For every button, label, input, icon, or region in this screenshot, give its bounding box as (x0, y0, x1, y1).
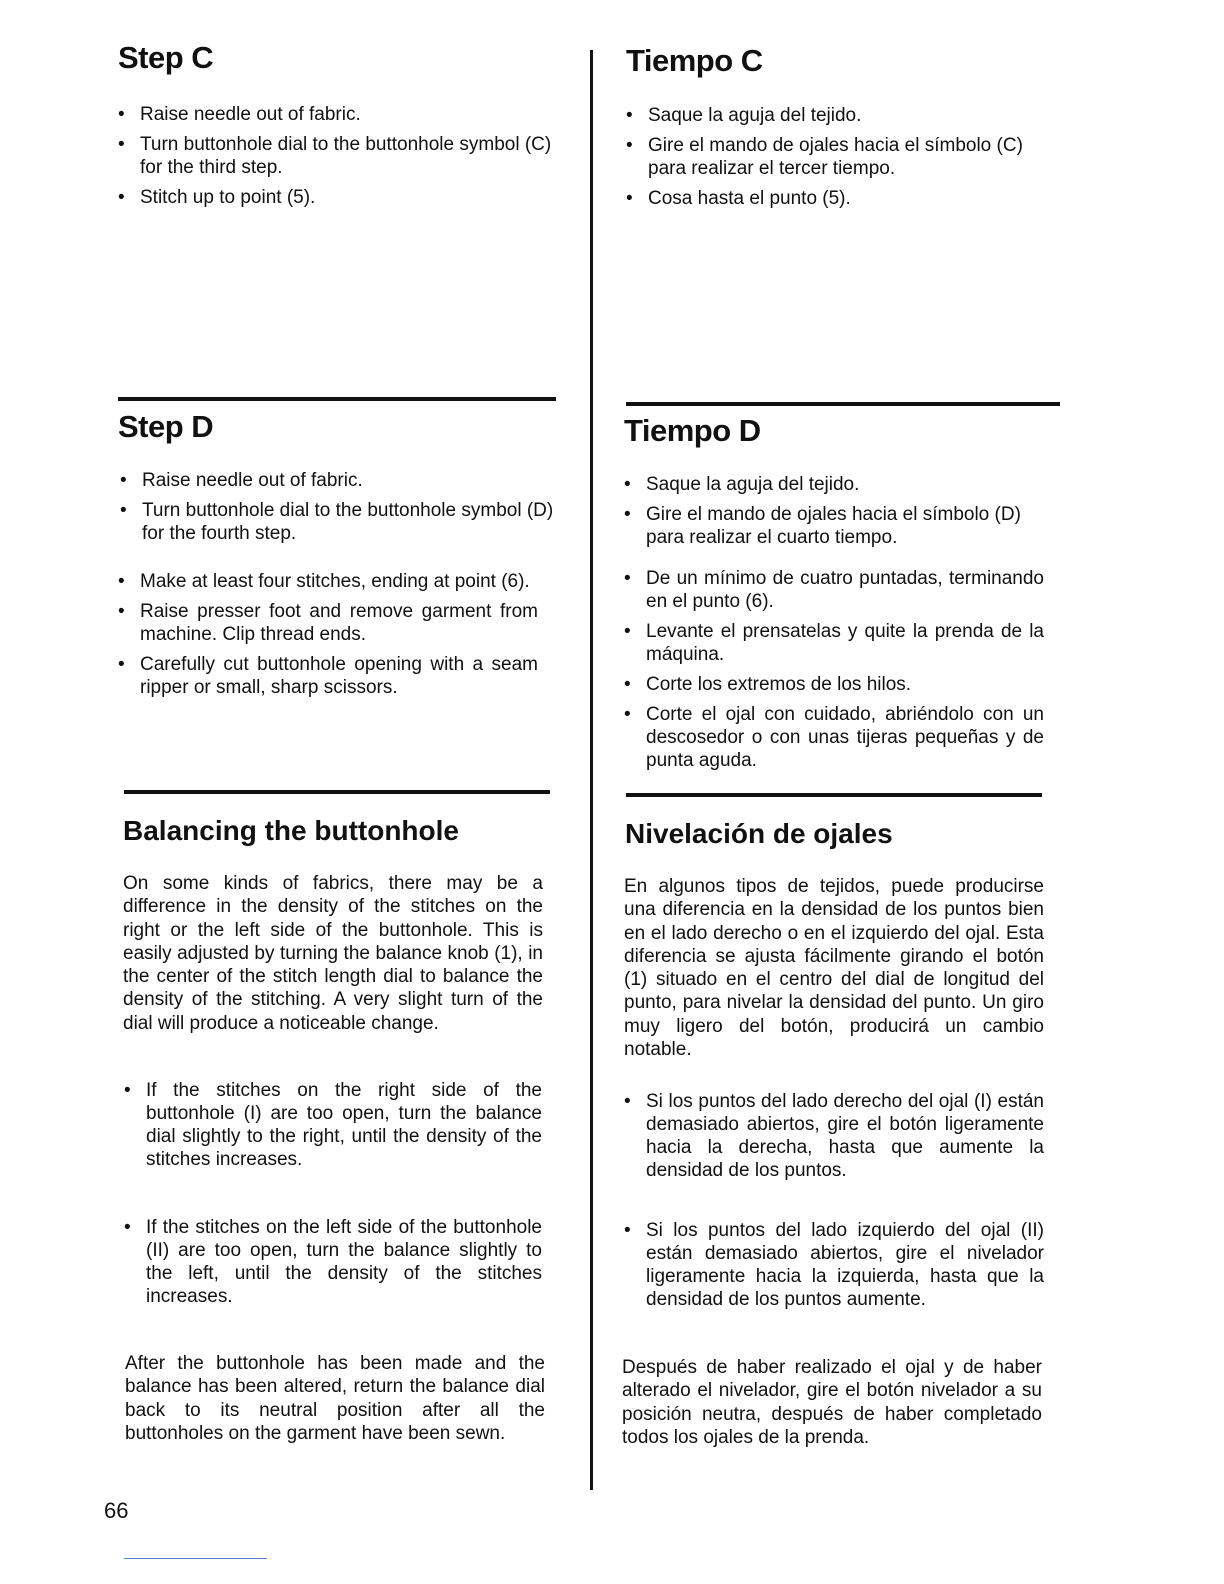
step-d-list-b (118, 570, 538, 706)
list-item: • Turn buttonhole dial to the buttonhole symbol (D) for the fourth step. (120, 499, 560, 545)
list-item: • Levante el prensatelas y quite la prenda de la máquina. (624, 620, 1044, 666)
list-item: • Corte los extremos de los hilos. (624, 673, 1044, 696)
tiempo-d-list-b (624, 567, 1044, 779)
balancing-left-list (124, 1216, 542, 1315)
step-d-list-a (120, 469, 560, 552)
nivelacion-right-list (624, 1090, 1044, 1189)
step-c-heading: Step C (118, 40, 214, 75)
list-item: • Carefully cut buttonhole opening with a seam ripper or small, sharp scissors. (118, 653, 538, 699)
balancing-intro: On some kinds of fabrics, there may be a difference in the density of the stitches on the right or the left side of the buttonhole. This is easily adjusted by turning the balance knob (1), in the center of the stitch length dial to balance the density of the stitching. A very slight turn of the dial will produce a noticeable change. (123, 873, 543, 1034)
balancing-right-list (124, 1079, 542, 1178)
list-item: • De un mínimo de cuatro puntadas, terminando en el punto (6). (624, 567, 1044, 613)
section-rule (626, 793, 1042, 797)
list-item: • Si los puntos del lado derecho del ojal (I) están demasiado abiertos, gire el botón ligeramente hacia la derecha, hasta que aumente la densidad de los puntos. (624, 1090, 1044, 1182)
section-rule (118, 397, 556, 401)
section-rule (124, 790, 550, 794)
tiempo-c-list (626, 104, 1056, 217)
footer-rule (124, 1558, 267, 1559)
list-item: • Gire el mando de ojales hacia el símbolo (D) para realizar el cuarto tiempo. (624, 503, 1052, 549)
list-item: • Turn buttonhole dial to the buttonhole symbol (C) for the third step. (118, 133, 558, 179)
step-d-heading: Step D (118, 409, 214, 444)
section-rule (626, 402, 1060, 406)
list-item: • Cosa hasta el punto (5). (626, 187, 1056, 210)
nivelacion-left-list (624, 1219, 1044, 1318)
step-c-list (118, 103, 558, 216)
tiempo-c-heading: Tiempo C (626, 43, 763, 78)
nivelacion-outro: Después de haber realizado el ojal y de haber alterado el nivelador, gire el botón nivelador a su posición neutra, después de haber completado todos los ojales de la prenda. (622, 1357, 1042, 1448)
tiempo-d-list-a (624, 473, 1052, 556)
list-item: • Si los puntos del lado izquierdo del ojal (II) están demasiado abiertos, gire el nivelador ligeramente hacia la izquierda, hasta que la densidad de los puntos aumente. (624, 1219, 1044, 1311)
list-item: • Gire el mando de ojales hacia el símbolo (C) para realizar el tercer tiempo. (626, 134, 1056, 180)
list-item: • Stitch up to point (5). (118, 186, 558, 209)
list-item: • Saque la aguja del tejido. (624, 473, 1052, 496)
balancing-outro: After the buttonhole has been made and the balance has been altered, return the balance dial back to its neutral position after all the buttonholes on the garment have been sewn. (125, 1353, 545, 1444)
tiempo-d-heading: Tiempo D (624, 413, 761, 448)
list-item: • Make at least four stitches, ending at point (6). (118, 570, 538, 593)
balancing-heading: Balancing the buttonhole (123, 815, 459, 846)
column-divider (590, 50, 593, 1490)
list-item: • Raise needle out of fabric. (118, 103, 558, 126)
page-number: 66 (104, 1498, 129, 1523)
list-item: • Saque la aguja del tejido. (626, 104, 1056, 127)
list-item: • If the stitches on the left side of the buttonhole (II) are too open, turn the balance slightly to the left, until the density of the stitches increases. (124, 1216, 542, 1308)
list-item: • Raise needle out of fabric. (120, 469, 560, 492)
nivelacion-intro: En algunos tipos de tejidos, puede producirse una diferencia en la densidad de los puntos bien en el lado derecho o en el izquierdo del ojal. Esta diferencia se ajusta fácilmente girando el botón (1) situado en el centro del dial de longitud del punto, para nivelar la densidad del punto. Un giro muy ligero del botón, producirá un cambio notable. (624, 876, 1044, 1061)
list-item: • If the stitches on the right side of the buttonhole (I) are too open, turn the balance dial slightly to the right, until the density of the stitches increases. (124, 1079, 542, 1171)
list-item: • Raise presser foot and remove garment from machine. Clip thread ends. (118, 600, 538, 646)
nivelacion-heading: Nivelación de ojales (625, 818, 893, 849)
list-item: • Corte el ojal con cuidado, abriéndolo con un descosedor o con unas tijeras pequeñas y de punta aguda. (624, 703, 1044, 772)
